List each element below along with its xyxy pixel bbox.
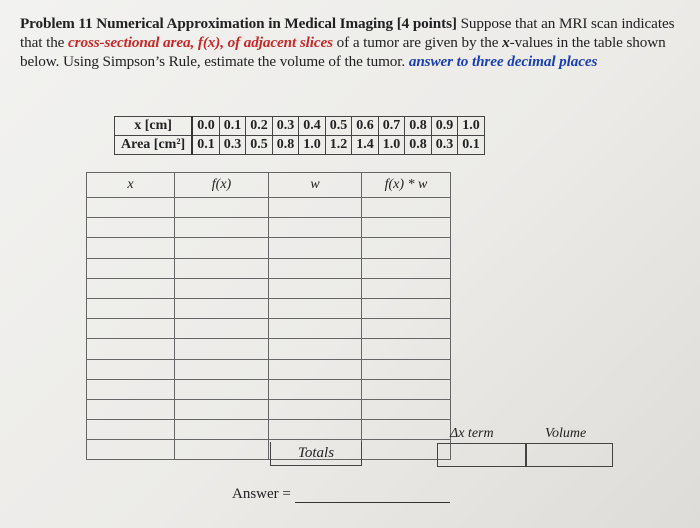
cell-fx[interactable] (175, 198, 269, 218)
x-value: 1.0 (458, 117, 485, 136)
cell-x[interactable] (87, 238, 175, 258)
cell-w[interactable] (269, 198, 362, 218)
problem-statement (20, 14, 696, 71)
cell-x[interactable] (87, 440, 175, 460)
x-value: 0.1 (219, 117, 246, 136)
cell-w[interactable] (269, 399, 362, 419)
work-row (87, 399, 451, 419)
answer-instruction: answer to three decimal places (408, 53, 598, 70)
problem-text-c: -values in the table shown below. Using Simpson’s Rule, estimate the volume of the tumor. (20, 34, 666, 70)
x-label: x [cm] (115, 117, 193, 136)
x-value: 0.4 (299, 117, 326, 136)
header-x: x (87, 173, 175, 198)
x-value: 0.8 (405, 117, 432, 136)
cell-x[interactable] (87, 399, 175, 419)
cell-x[interactable] (87, 198, 175, 218)
header-fx-w: f(x) * w (362, 173, 451, 198)
cell-fx[interactable] (175, 399, 269, 419)
cell-x[interactable] (87, 298, 175, 318)
cell-w[interactable] (269, 218, 362, 238)
volume-label: Volume (545, 426, 587, 441)
work-header-row (87, 173, 451, 198)
area-value: 1.0 (299, 136, 326, 155)
simpson-work-table (86, 172, 451, 460)
cell-w[interactable] (269, 278, 362, 298)
area-value: 1.4 (352, 136, 379, 155)
cell-fx[interactable] (175, 359, 269, 379)
cell-w[interactable] (269, 319, 362, 339)
cell-fxw[interactable] (362, 339, 451, 359)
work-row (87, 420, 451, 440)
cell-fxw[interactable] (362, 218, 451, 238)
cell-fx[interactable] (175, 440, 269, 460)
work-row (87, 278, 451, 298)
delta-x-box[interactable] (437, 443, 527, 467)
area-value: 1.2 (325, 136, 352, 155)
cell-fxw[interactable] (362, 198, 451, 218)
cell-fx[interactable] (175, 298, 269, 318)
area-value: 0.3 (219, 136, 246, 155)
area-value: 0.8 (405, 136, 432, 155)
area-value: 0.1 (458, 136, 485, 155)
problem-points: [4 points] (396, 15, 457, 32)
totals-label: Totals (270, 442, 362, 466)
x-value: 0.6 (352, 117, 379, 136)
cell-w[interactable] (269, 339, 362, 359)
x-values-var: x (502, 34, 510, 51)
delta-x-label: Δx term (450, 426, 494, 441)
cell-w[interactable] (269, 379, 362, 399)
answer-label: Answer = (232, 486, 291, 502)
cell-x[interactable] (87, 379, 175, 399)
area-value: 0.3 (431, 136, 458, 155)
area-row (115, 136, 485, 155)
cell-fxw[interactable] (362, 238, 451, 258)
header-fx: f(x) (175, 173, 269, 198)
x-value: 0.3 (272, 117, 299, 136)
cell-fx[interactable] (175, 278, 269, 298)
cell-x[interactable] (87, 420, 175, 440)
cell-fx[interactable] (175, 339, 269, 359)
cell-fxw[interactable] (362, 420, 451, 440)
problem-text-b: of a tumor are given by the (332, 34, 503, 51)
cell-fxw[interactable] (362, 278, 451, 298)
cell-x[interactable] (87, 319, 175, 339)
x-value: 0.5 (325, 117, 352, 136)
work-row (87, 198, 451, 218)
cell-x[interactable] (87, 278, 175, 298)
area-value: 0.1 (192, 136, 219, 155)
data-table (114, 116, 485, 155)
header-w: w (269, 173, 362, 198)
problem-text-a: Suppose that an MRI scan indicates that the (20, 15, 675, 51)
cell-x[interactable] (87, 339, 175, 359)
volume-box[interactable] (525, 443, 613, 467)
x-row (115, 117, 485, 136)
work-row (87, 218, 451, 238)
work-row (87, 339, 451, 359)
x-value: 0.9 (431, 117, 458, 136)
cell-fx[interactable] (175, 258, 269, 278)
cell-x[interactable] (87, 359, 175, 379)
cell-w[interactable] (269, 420, 362, 440)
work-row (87, 319, 451, 339)
cell-w[interactable] (269, 359, 362, 379)
highlight-phrase: cross-sectional area, f(x), of adjacent slices (68, 34, 333, 51)
cell-fx[interactable] (175, 319, 269, 339)
area-label: Area [cm²] (115, 136, 193, 155)
x-value: 0.2 (246, 117, 273, 136)
cell-w[interactable] (269, 238, 362, 258)
x-value: 0.7 (378, 117, 405, 136)
work-row (87, 379, 451, 399)
work-row (87, 440, 451, 460)
cell-fxw[interactable] (362, 298, 451, 318)
x-value: 0.0 (192, 117, 219, 136)
answer-line-area (232, 486, 450, 503)
cell-fxw[interactable] (362, 399, 451, 419)
cell-fxw[interactable] (362, 258, 451, 278)
answer-blank[interactable] (295, 486, 450, 503)
area-value: 1.0 (378, 136, 405, 155)
cell-fx[interactable] (175, 379, 269, 399)
cell-fx[interactable] (175, 218, 269, 238)
cell-x[interactable] (87, 258, 175, 278)
cell-fx[interactable] (175, 238, 269, 258)
work-row (87, 238, 451, 258)
problem-heading: Problem 11 Numerical Approximation in Medical Imaging (20, 15, 393, 32)
cell-fx[interactable] (175, 420, 269, 440)
cell-w[interactable] (269, 298, 362, 318)
area-value: 0.8 (272, 136, 299, 155)
cell-fxw[interactable] (362, 359, 451, 379)
cell-fxw[interactable] (362, 379, 451, 399)
work-row (87, 258, 451, 278)
cell-x[interactable] (87, 218, 175, 238)
area-value: 0.5 (246, 136, 273, 155)
work-row (87, 298, 451, 318)
cell-fxw[interactable] (362, 319, 451, 339)
work-row (87, 359, 451, 379)
cell-w[interactable] (269, 258, 362, 278)
